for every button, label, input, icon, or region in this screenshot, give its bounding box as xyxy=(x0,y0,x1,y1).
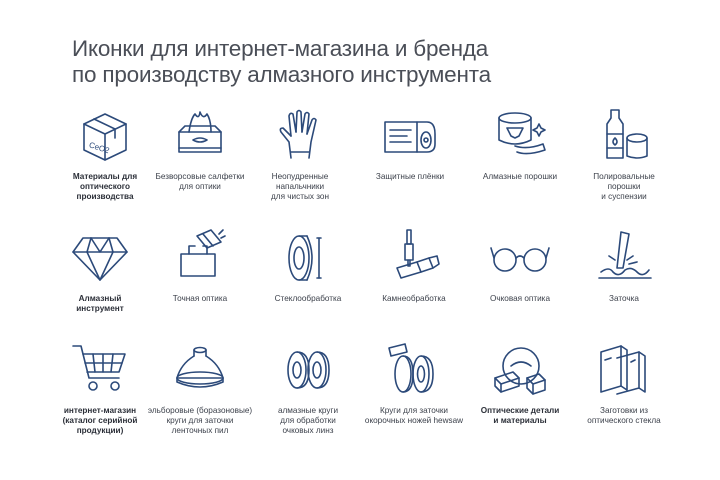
icon-label: Полировальные порошки и суспензии xyxy=(593,172,655,201)
icon-label: Заточка xyxy=(609,294,639,303)
box-ceo2-icon xyxy=(72,104,138,166)
icon-label: Оптические детали и материалы xyxy=(480,406,560,425)
bell-wheel-icon xyxy=(167,338,233,400)
icon-label: Очковая оптика xyxy=(489,294,550,303)
stone-tools-icon xyxy=(381,226,447,288)
icon-cell-glass-processing[interactable] xyxy=(248,226,368,304)
film-roll-icon xyxy=(377,104,443,166)
icon-cell-eyewear[interactable] xyxy=(460,226,580,304)
grinding-wheels-icon xyxy=(275,338,341,400)
icon-cell-hewsaw-wheels[interactable] xyxy=(354,338,474,426)
tissue-box-icon xyxy=(167,104,233,166)
icon-label: Заготовки из оптического стекла xyxy=(587,406,661,425)
icon-cell-stone-processing[interactable] xyxy=(354,226,474,304)
icon-cell-films[interactable] xyxy=(350,104,470,182)
glove-icon xyxy=(267,104,333,166)
shopping-cart-icon xyxy=(67,338,133,400)
icon-cell-lens-wheels[interactable] xyxy=(248,338,368,436)
glasses-icon xyxy=(487,226,553,288)
icon-cell-powders[interactable] xyxy=(460,104,580,182)
icon-label: Камнеобработка xyxy=(382,294,446,303)
powder-jar-icon xyxy=(487,104,553,166)
icon-cell-optical-parts[interactable] xyxy=(460,338,580,426)
icon-label: Точная оптика xyxy=(172,294,228,303)
icon-cell-precision-optics[interactable] xyxy=(140,226,260,304)
page-title xyxy=(72,36,491,88)
svg-text:CeO2: CeO2 xyxy=(87,140,111,156)
bottle-jar-icon xyxy=(591,104,657,166)
icon-label: Защитные плёнки xyxy=(375,172,445,181)
icon-label: Безворсовые салфетки для оптики xyxy=(155,172,245,191)
glass-blanks-icon xyxy=(591,338,657,400)
icon-cell-cbn-wheels[interactable] xyxy=(140,338,260,436)
title-line-1: Иконки для интернет-магазина и бренда xyxy=(72,36,489,61)
precision-optics-icon xyxy=(167,226,233,288)
diamond-icon xyxy=(67,226,133,288)
title-line-2: по производству алмазного инструмента xyxy=(72,62,491,87)
icon-cell-gloves[interactable] xyxy=(240,104,360,202)
glass-disc-icon xyxy=(275,226,341,288)
icon-label: Круги для заточки окорочных ножей hewsaw xyxy=(364,406,464,425)
icon-label: Стеклообработка xyxy=(274,294,342,303)
icon-label: эльборовые (боразоновые) круги для заточки ленточных пил xyxy=(147,406,253,435)
icon-cell-polishing[interactable] xyxy=(564,104,684,202)
sharpening-icon xyxy=(591,226,657,288)
icon-label: алмазные круги для обработки очковых линз xyxy=(277,406,339,435)
optical-parts-icon xyxy=(487,338,553,400)
icon-cell-glass-blanks[interactable] xyxy=(564,338,684,426)
hewsaw-wheels-icon xyxy=(381,338,447,400)
icon-label: Материалы для оптического производства xyxy=(72,172,138,201)
icon-label: интернет-магазин (каталог серийной продукции) xyxy=(62,406,138,435)
icon-cell-sharpening[interactable] xyxy=(564,226,684,304)
icon-label: Алмазные порошки xyxy=(482,172,558,181)
icon-label: Алмазный инструмент xyxy=(76,294,124,313)
icon-label: Неопудренные напальчники для чистых зон xyxy=(271,172,329,201)
